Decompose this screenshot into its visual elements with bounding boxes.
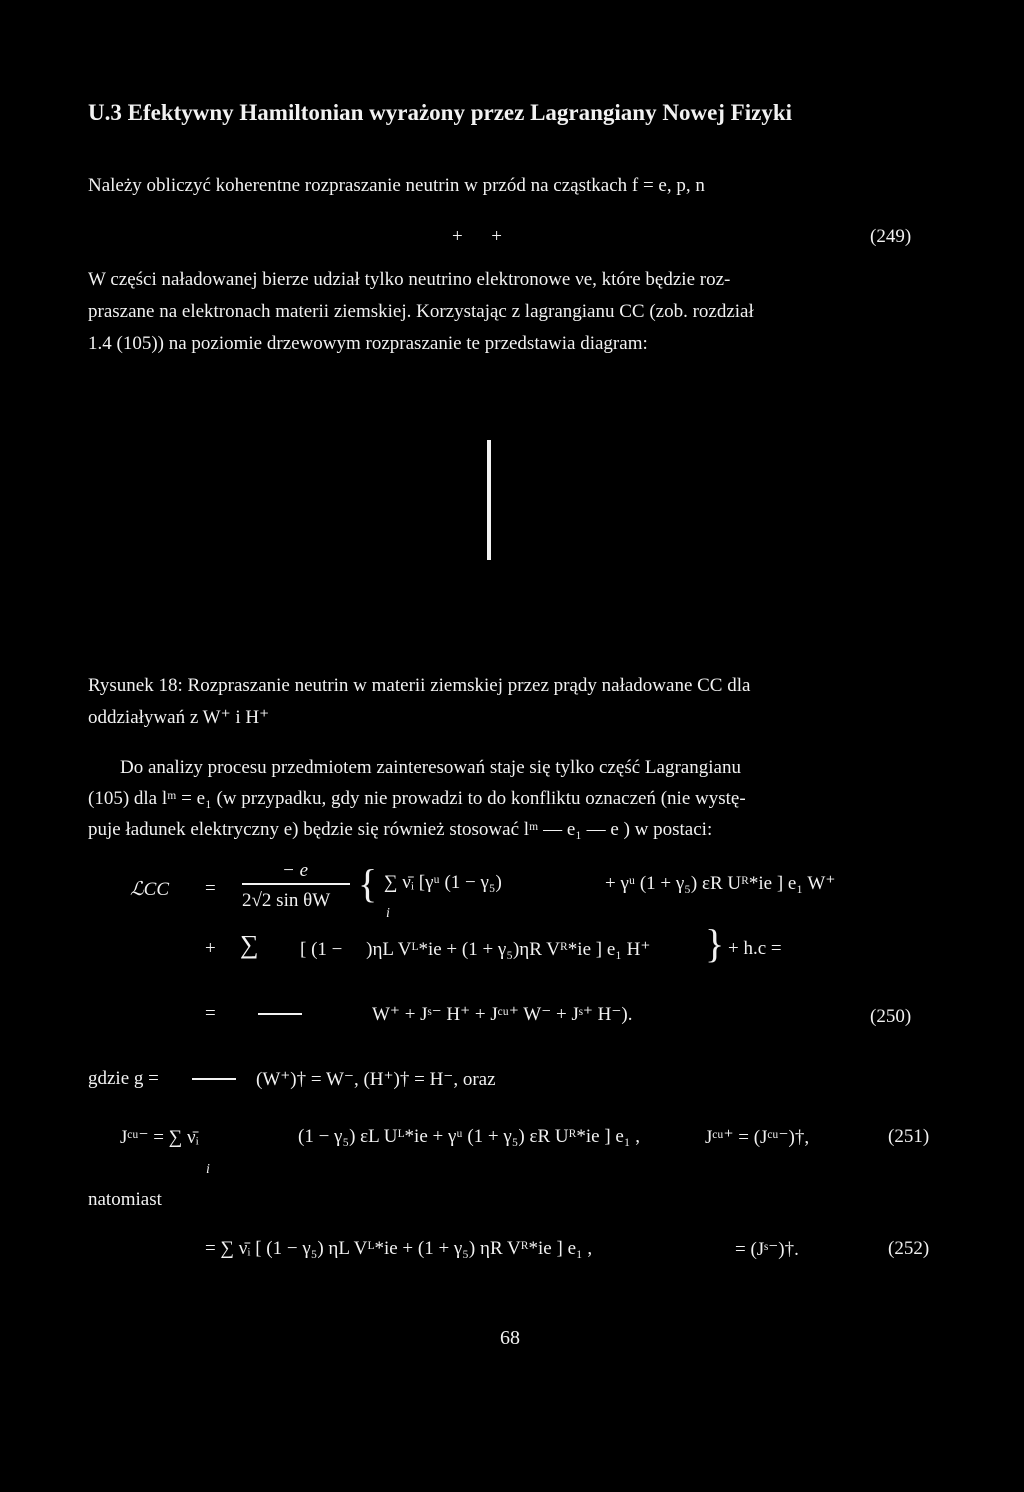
- eq250-brace-close: }: [705, 921, 725, 966]
- eq249-number: (249): [870, 226, 912, 247]
- eq251-lhs: Jᶜᵘ⁻ = ∑ ν̄ᵢ: [120, 1127, 199, 1148]
- paragraph2-line3: puje ładunek elektryczny e) będzie się również stosować lᵐ — e₁ — e ) w postaci:: [88, 819, 713, 840]
- eq251-sum-index: i: [206, 1162, 210, 1177]
- eq250-numerator: − e: [282, 860, 309, 881]
- eq250-lhs: ℒCC: [130, 879, 170, 900]
- paragraph1-line1: W części naładowanej bierze udział tylko neutrino elektronowe νe, które będzie roz-: [88, 269, 731, 290]
- intro-line: Należy obliczyć koherentne rozpraszanie neutrin w przód na cząstkach f = e, p, n: [88, 175, 705, 196]
- eq250-row2-sum: ∑: [240, 930, 259, 959]
- eq250-row3-fraction-line: [258, 1013, 302, 1015]
- eq250-row3-body: W⁺ + Jˢ⁻ H⁺ + Jᶜᵘ⁺ W⁻ + Jˢ⁺ H⁻).: [372, 1004, 633, 1025]
- paragraph1-line3: 1.4 (105)) na poziomie drzewowym rozpraszanie te przedstawia diagram:: [88, 333, 648, 354]
- figure-caption-line2: oddziaływań z W⁺ i H⁺: [88, 707, 270, 728]
- eq249-body: + +: [452, 226, 502, 247]
- section-title: U.3 Efektywny Hamiltonian wyrażony przez Lagrangiany Nowej Fizyki: [88, 100, 793, 125]
- eq250-denominator: 2√2 sin θW: [242, 890, 331, 911]
- paragraph2-line2: (105) dla lᵐ = e₁ (w przypadku, gdy nie prowadzi to do konfliktu oznaczeń (nie wystę-: [88, 788, 746, 809]
- page-number: 68: [500, 1327, 520, 1349]
- diagram-line: [487, 440, 491, 560]
- gdzie-text: gdzie g =: [88, 1068, 159, 1089]
- eq250-row2-plus: +: [205, 938, 216, 959]
- eq251-rhs: Jᶜᵘ⁺ = (Jᶜᵘ⁻)†,: [705, 1127, 810, 1148]
- paragraph2-line1: Do analizy procesu przedmiotem zainteresowań staje się tylko część Lagrangianu: [120, 757, 741, 778]
- paragraph1-line2: praszane na elektronach materii ziemskiej. Korzystając z lagrangianu CC (zob. rozdział: [88, 301, 754, 322]
- eq252-number: (252): [888, 1238, 930, 1259]
- eq250-row1-rest: + γᵘ (1 + γ₅) εR Uᴿ*ie ] e₁ W⁺: [605, 873, 836, 894]
- eq251-body: (1 − γ₅) εL Uᴸ*ie + γᵘ (1 + γ₅) εR Uᴿ*ie ] e₁ ,: [298, 1126, 640, 1147]
- eq250-row1-sum: ∑ ν̄ᵢ [γᵘ (1 − γ₅): [384, 872, 502, 893]
- eq250-brace-open: {: [358, 861, 378, 906]
- eq250-row3-equals: =: [205, 1003, 216, 1024]
- eq250-fraction-line: [242, 883, 350, 885]
- eq250-row1-sum-index: i: [386, 906, 390, 921]
- gdzie-fraction-line: [192, 1078, 236, 1080]
- eq251-number: (251): [888, 1126, 930, 1147]
- gdzie-tail: (W⁺)† = W⁻, (H⁺)† = H⁻, oraz: [256, 1069, 496, 1090]
- figure-caption-line1: Rysunek 18: Rozpraszanie neutrin w materii ziemskiej przez prądy naładowane CC dla: [88, 675, 751, 696]
- eq252-body: = ∑ ν̄ᵢ [ (1 − γ₅) ηL Vᴸ*ie + (1 + γ₅) ηR Vᴿ*ie ] e₁ ,: [205, 1238, 593, 1259]
- eq252-rhs: = (Jˢ⁻)†.: [735, 1239, 799, 1260]
- eq250-equals: =: [205, 878, 216, 899]
- eq250-row2-tail: + h.c =: [728, 938, 782, 959]
- eq250-row2-body: [ (1 − )ηL Vᴸ*ie + (1 + γ₅)ηR Vᴿ*ie ] e₁ H⁺: [300, 939, 651, 960]
- eq250-number: (250): [870, 1006, 912, 1027]
- natomiast-text: natomiast: [88, 1189, 162, 1210]
